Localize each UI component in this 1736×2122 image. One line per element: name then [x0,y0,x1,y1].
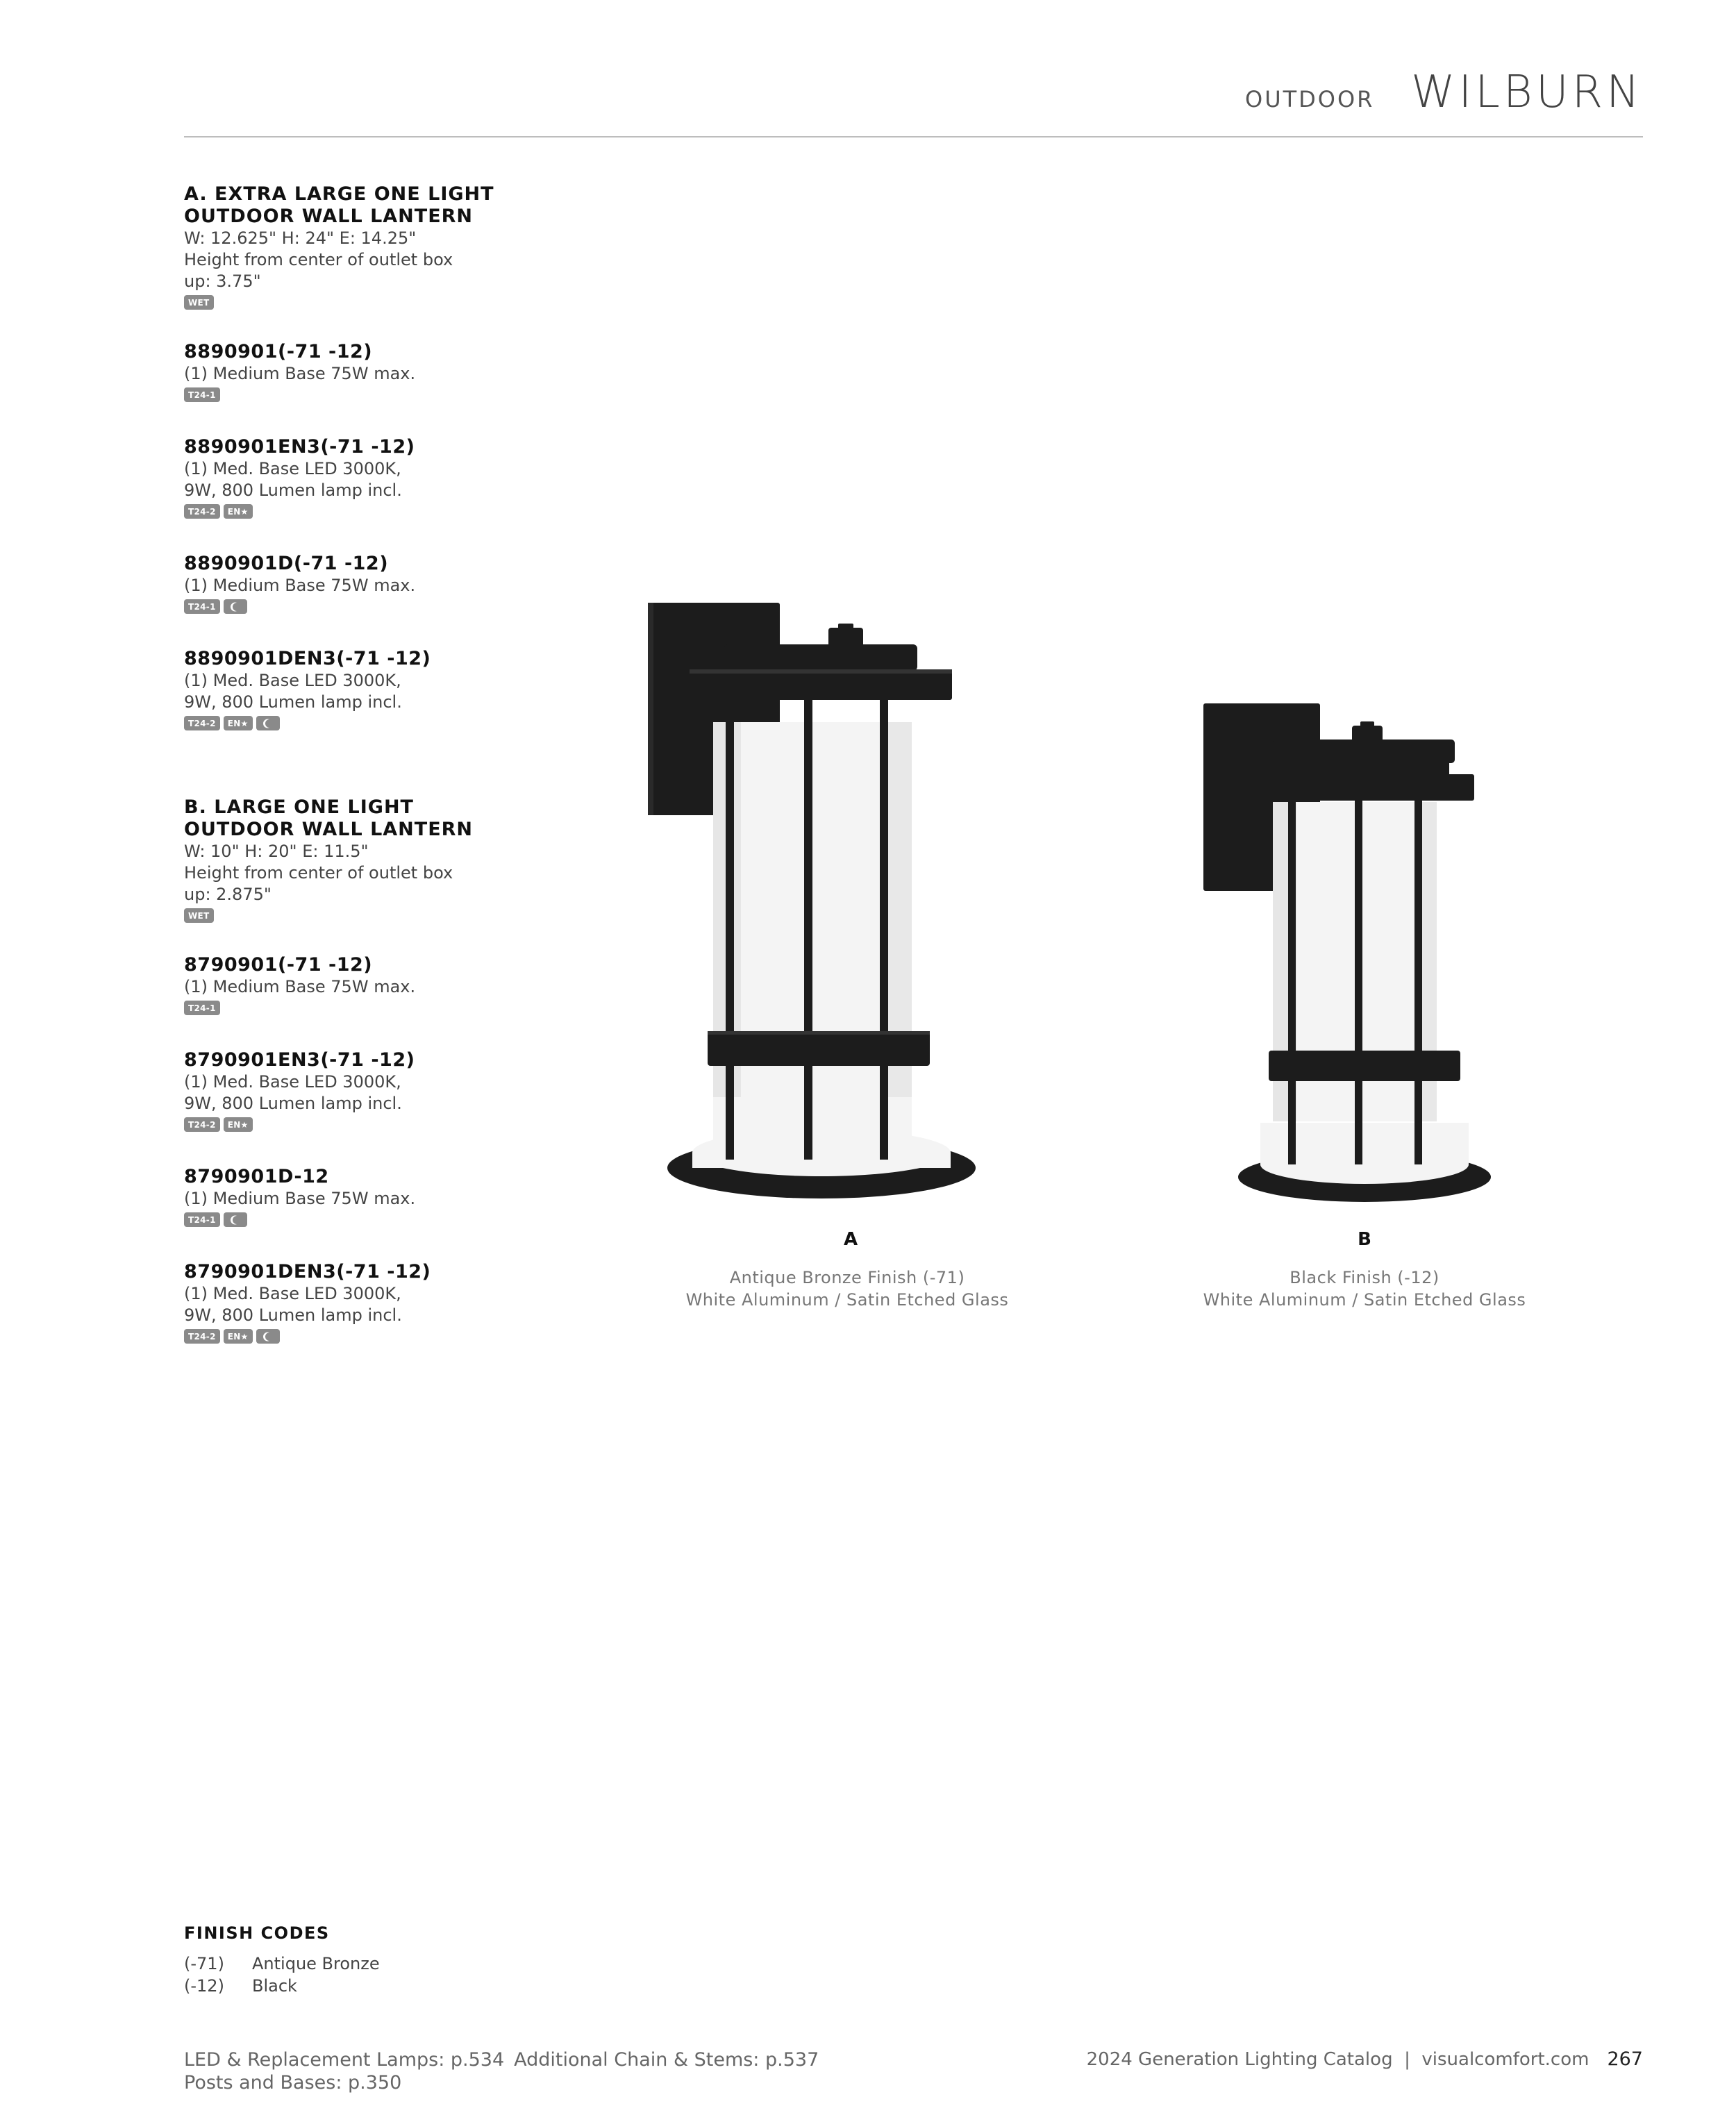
sku-badges [184,1212,545,1228]
sku-badges [184,599,545,615]
sku-badges [184,504,545,519]
certification-badge: EN★ [224,504,253,519]
group-a-specs [184,183,545,731]
finish-code: (-12) [184,1976,224,1996]
group-b-height-note: Height from center of outlet box up: 2.875" [184,863,453,904]
moon-icon [224,1212,247,1227]
sku-badges [184,387,545,403]
sku-number: 8790901D-12 [184,1166,329,1187]
certification-badge: EN★ [224,1117,253,1132]
header-divider [184,136,1643,137]
sku-description: (1) Med. Base LED 3000K, [184,459,401,478]
sku-description: (1) Med. Base LED 3000K, [184,1284,401,1303]
footer-catalog [1087,2048,1643,2070]
finish-row [184,1953,380,1975]
image-b-caption: Black Finish (-12) White Aluminum / Satin Etched Glass [1203,1268,1526,1310]
finish-name: Antique Bronze [252,1954,380,1973]
group-a-rating [184,295,545,310]
sku-entry [184,1049,545,1133]
image-a-letter: A [843,1229,858,1250]
group-a-title: A. EXTRA LARGE ONE LIGHT OUTDOOR WALL LANTERN [184,183,494,227]
footer-catalog-text: 2024 Generation Lighting Catalog | visualcomfort.com [1086,2049,1589,2070]
sku-description: (1) Med. Base LED 3000K, [184,1072,401,1092]
sku-number: 8890901(-71 -12) [184,341,373,362]
sku-description: (1) Medium Base 75W max. [184,576,416,595]
sku-description: (1) Medium Base 75W max. [184,1189,416,1208]
group-b-dimensions: W: 10" H: 20" E: 11.5" [184,842,369,861]
moon-icon [256,716,280,730]
finish-codes-title: FINISH CODES [184,1923,330,1943]
sku-entry [184,436,545,519]
moon-icon [256,1329,280,1344]
certification-badge: T24-2 [184,1329,220,1344]
sku-number: 8790901DEN3(-71 -12) [184,1261,431,1283]
page-number: 267 [1607,2048,1643,2070]
footer-posts-link[interactable]: Posts and Bases: p.350 [184,2072,402,2094]
sku-badges [184,716,545,731]
sku-entry [184,553,545,615]
sku-description: (1) Medium Base 75W max. [184,364,416,383]
group-a-dimensions: W: 12.625" H: 24" E: 14.25" [184,228,417,248]
certification-badge: T24-2 [184,504,220,519]
footer-references [184,2048,828,2094]
footer-chain-link[interactable]: Additional Chain & Stems: p.537 [514,2049,819,2071]
sku-description-continued: 9W, 800 Lumen lamp incl. [184,1305,402,1325]
certification-badge: EN★ [224,1329,253,1344]
certification-badge: T24-2 [184,716,220,730]
section-label: OUTDOOR [1245,86,1375,112]
finish-name: Black [252,1976,297,1996]
finish-codes-list [184,1953,380,1997]
sku-badges [184,1001,545,1016]
certification-badge: T24-2 [184,1117,220,1132]
sku-description-continued: 9W, 800 Lumen lamp incl. [184,1094,402,1113]
group-b-specs [184,796,545,1344]
sku-description: (1) Medium Base 75W max. [184,977,416,996]
image-a-caption: Antique Bronze Finish (-71) White Aluminum / Satin Etched Glass [685,1268,1009,1310]
sku-description-continued: 9W, 800 Lumen lamp incl. [184,692,402,712]
sku-entry [184,1261,545,1344]
certification-badge: T24-1 [184,387,220,402]
sku-number: 8890901D(-71 -12) [184,553,389,574]
sku-badges [184,1117,545,1133]
group-a-height-note: Height from center of outlet box up: 3.75" [184,250,453,291]
sku-description-continued: 9W, 800 Lumen lamp incl. [184,481,402,500]
wet-rating-badge: WET [184,295,214,310]
moon-icon [224,599,247,614]
certification-badge: EN★ [224,716,253,730]
finish-row [184,1975,380,1997]
group-b-sku-list [184,954,545,1344]
footer-lamps-link[interactable]: LED & Replacement Lamps: p.534 [184,2049,505,2071]
sku-description: (1) Med. Base LED 3000K, [184,671,401,690]
lantern-b-image [1198,698,1503,1212]
certification-badge: T24-1 [184,1001,220,1015]
sku-number: 8890901EN3(-71 -12) [184,436,415,458]
wet-rating-badge: WET [184,908,214,923]
sku-number: 8890901DEN3(-71 -12) [184,648,431,669]
finish-code: (-71) [184,1954,224,1973]
sku-entry [184,954,545,1016]
certification-badge: T24-1 [184,1212,220,1227]
group-b-title: B. LARGE ONE LIGHT OUTDOOR WALL LANTERN [184,796,474,840]
group-a-sku-list [184,341,545,731]
group-b-rating [184,908,545,924]
collection-title: WILBURN [1411,67,1643,118]
sku-number: 8790901EN3(-71 -12) [184,1049,415,1071]
sku-entry [184,341,545,403]
certification-badge: T24-1 [184,599,220,614]
sku-entry [184,1166,545,1228]
lantern-a-image [642,597,1003,1208]
sku-badges [184,1329,545,1344]
image-b-letter: B [1358,1229,1371,1250]
sku-entry [184,648,545,731]
sku-number: 8790901(-71 -12) [184,954,373,976]
